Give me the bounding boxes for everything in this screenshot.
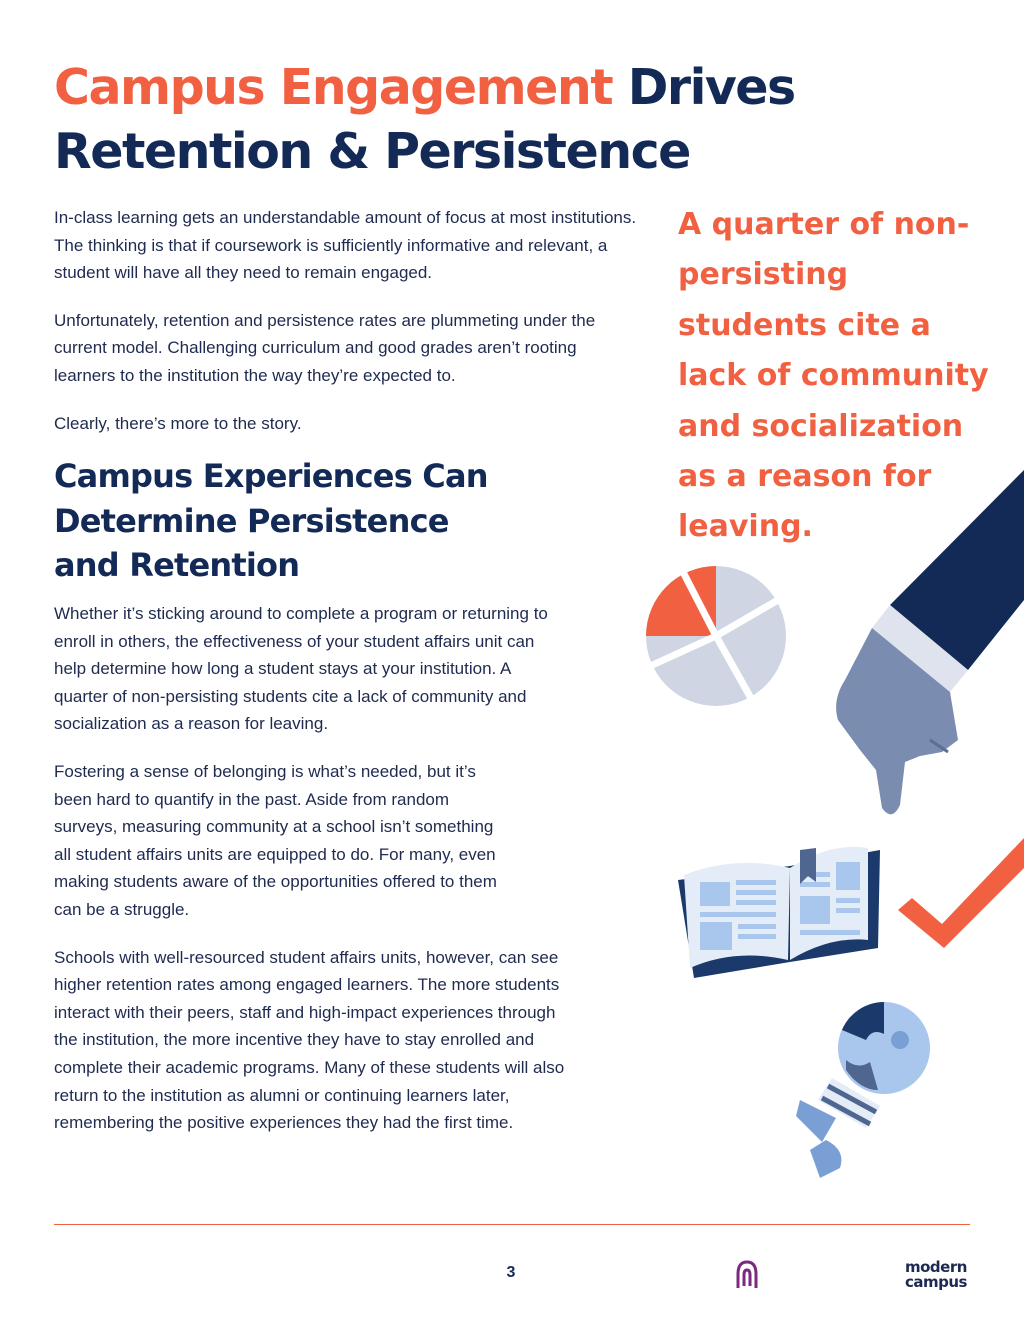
- brand-line: modern: [905, 1258, 967, 1276]
- intro-paragraph: Clearly, there’s more to the story.: [54, 413, 302, 433]
- section-heading-line: Determine Persistence: [54, 501, 449, 540]
- checkmark-icon: [898, 838, 1024, 948]
- body-paragraph: Whether it’s sticking around to complete a program or returning to enroll in others, the effectiveness of your student affairs unit can help determine how long a student stays at your institution. A quarter of non-persisting students cite a lack of community and socialization as a reason for leaving.: [54, 604, 548, 734]
- intro-paragraph: Unfortunately, retention and persistence rates are plummeting under the current model. Challenging curriculum and good grades aren’t rooting learners to the institution the way they’re expected to.: [54, 310, 596, 385]
- title-rest: Drives: [612, 59, 795, 116]
- body-paragraph: Fostering a sense of belonging is what’s needed, but it’s been hard to quantify in the past. Aside from random surveys, measuring community at a school isn’t something all student affairs units are equipped to do. For many, even making students aware of the opportunities offered to them can be a struggle.: [54, 761, 497, 919]
- pie-chart-icon: [646, 566, 786, 706]
- modern-campus-logo-icon: [738, 1262, 756, 1288]
- pointing-hand-icon: [836, 470, 1024, 814]
- brand-wordmark: [905, 1260, 967, 1290]
- section-heading-line: and Retention: [54, 546, 300, 584]
- brand-line: campus: [905, 1273, 967, 1291]
- open-book-icon: [678, 847, 880, 978]
- footer-divider: [54, 1224, 970, 1225]
- section-heading-line: Campus Experiences Can: [54, 457, 488, 495]
- body-paragraph: Schools with well-resourced student affairs units, however, can see higher retention rates among engaged learners. The more students interact with their peers, staff and high-impact experiences through the institution, the more incentive they have to stay enrolled and complete their academic programs. Many of these students will also return to the institution as alumni or continuing learners later, remembering the positive experiences they had the first time.: [54, 947, 565, 1133]
- title-accent: Campus Engagement: [54, 59, 613, 116]
- intro-paragraph: In-class learning gets an understandable amount of focus at most institutions. The thinking is that if coursework is sufficiently informative and relevant, a student will have all they need to remain engaged.: [54, 208, 637, 283]
- page-number: 3: [506, 1264, 516, 1281]
- pull-quote: A quarter of non-persisting students cite a lack of community and socialization as a reason for leaving.: [678, 207, 989, 545]
- title-line2: Retention & Persistence: [54, 123, 690, 180]
- lightbulb-puzzle-icon: [796, 1002, 930, 1178]
